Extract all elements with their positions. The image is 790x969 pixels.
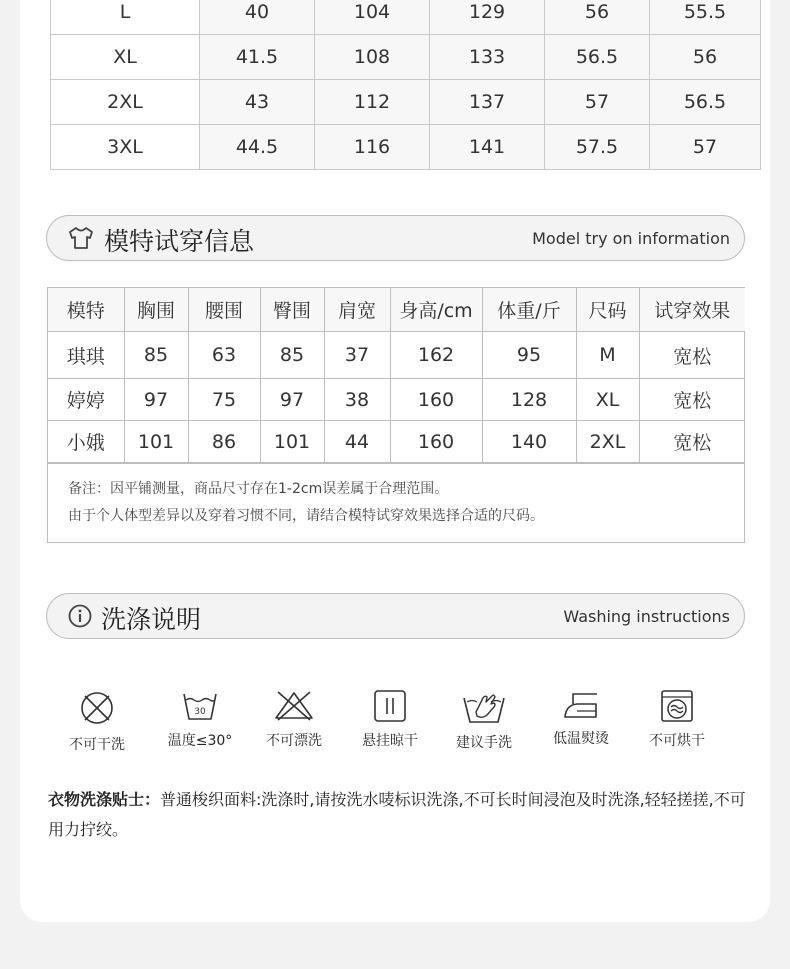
model-cell: 101 [124, 421, 188, 463]
size-cell: 133 [430, 35, 545, 80]
size-cell: 104 [315, 0, 430, 35]
wash-30-icon [180, 688, 220, 724]
model-cell: 95 [482, 332, 576, 379]
model-cell: XL [576, 379, 639, 421]
size-cell: 108 [315, 35, 430, 80]
model-cell: 85 [260, 332, 324, 379]
model-cell: 85 [124, 332, 188, 379]
no-tumble-dry-icon [659, 688, 695, 724]
model-cell: 128 [482, 379, 576, 421]
model-cell: 97 [260, 379, 324, 421]
size-cell: 56 [650, 35, 761, 80]
wash-label: 不可漂洗 [266, 733, 322, 749]
info-icon [67, 603, 95, 629]
size-cell: 57 [650, 125, 761, 170]
table-row [51, 125, 761, 170]
tub-temperature-text: 30 [194, 707, 206, 717]
wash-item-no-dry-clean [52, 688, 142, 754]
low-iron-icon [561, 688, 601, 722]
model-table [48, 288, 745, 463]
model-cell: 宽松 [639, 332, 745, 379]
model-cell: 97 [124, 379, 188, 421]
table-row [51, 35, 761, 80]
model-cell: 44 [324, 421, 390, 463]
table-header-row [48, 288, 745, 332]
model-table-box [47, 287, 745, 543]
table-row [51, 80, 761, 125]
wash-label: 悬挂晾干 [362, 733, 418, 749]
model-cell: 婷婷 [48, 379, 124, 421]
column-header: 尺码 [576, 288, 639, 332]
model-cell: 160 [390, 421, 482, 463]
model-cell: 75 [188, 379, 260, 421]
model-cell: 琪琪 [48, 332, 124, 379]
wash-item-no-tumble-dry [632, 688, 722, 750]
model-cell: 38 [324, 379, 390, 421]
model-section-header [46, 215, 745, 261]
size-cell: 137 [430, 80, 545, 125]
model-cell: M [576, 332, 639, 379]
model-cell: 101 [260, 421, 324, 463]
note-line: 备注：因平铺测量，商品尺寸存在1-2cm误差属于合理范围。 [68, 481, 449, 497]
column-header: 腰围 [188, 288, 260, 332]
wash-label: 温度≤30° [167, 733, 233, 749]
size-cell: 141 [430, 125, 545, 170]
wash-label: 不可烘干 [649, 733, 705, 749]
size-cell: 56.5 [650, 80, 761, 125]
section-title: 模特试穿信息 [104, 227, 255, 256]
wash-label: 不可干洗 [69, 737, 125, 753]
wash-item-low-iron [536, 688, 626, 748]
size-cell: 3XL [51, 125, 200, 170]
hang-dry-icon [372, 688, 408, 724]
column-header: 臀围 [260, 288, 324, 332]
column-header: 模特 [48, 288, 124, 332]
size-cell: 57.5 [545, 125, 650, 170]
table-row [48, 332, 745, 379]
no-dry-clean-icon [77, 688, 117, 728]
size-cell: 41.5 [200, 35, 315, 80]
tshirt-icon [67, 225, 95, 251]
note-line: 由于个人体型差异以及穿着习惯不同，请结合模特试穿效果选择合适的尺码。 [68, 508, 544, 524]
wash-item-no-bleach [249, 688, 339, 750]
wash-label: 低温熨烫 [553, 731, 609, 747]
model-cell: 37 [324, 332, 390, 379]
size-cell: 116 [315, 125, 430, 170]
table-row [48, 379, 745, 421]
size-cell: 56.5 [545, 35, 650, 80]
size-cell: 55.5 [650, 0, 761, 35]
model-cell: 宽松 [639, 421, 745, 463]
tips-title: 衣物洗涤贴士： [48, 790, 161, 809]
washing-tips [48, 785, 758, 845]
column-header: 胸围 [124, 288, 188, 332]
wash-item-hang-dry [345, 688, 435, 750]
size-cell: 40 [200, 0, 315, 35]
size-cell: L [51, 0, 200, 35]
column-header: 体重/斤 [482, 288, 576, 332]
size-cell: 43 [200, 80, 315, 125]
size-cell: 44.5 [200, 125, 315, 170]
wash-label: 建议手洗 [456, 735, 512, 751]
size-table [50, 0, 761, 170]
size-cell: 129 [430, 0, 545, 35]
model-cell: 162 [390, 332, 482, 379]
model-cell: 140 [482, 421, 576, 463]
size-cell: 56 [545, 0, 650, 35]
section-title: 洗涤说明 [101, 605, 202, 634]
wash-item-temperature [155, 688, 245, 750]
section-subtitle: Model try on information [532, 229, 730, 248]
section-subtitle: Washing instructions [563, 607, 730, 626]
model-cell: 86 [188, 421, 260, 463]
size-cell: 112 [315, 80, 430, 125]
no-bleach-icon [272, 688, 316, 724]
table-notes [48, 463, 744, 542]
table-row [48, 421, 745, 463]
model-cell: 宽松 [639, 379, 745, 421]
hand-wash-icon [461, 688, 507, 726]
size-cell: 2XL [51, 80, 200, 125]
model-cell: 63 [188, 332, 260, 379]
size-cell: XL [51, 35, 200, 80]
tips-text: 普通梭织面料:洗涤时,请按洗水唛标识洗涤,不可长时间浸泡及时洗涤,轻轻搓搓,不可用力拧绞。 [48, 790, 746, 839]
wash-section-header [46, 593, 745, 639]
table-row [51, 0, 761, 35]
model-cell: 小娥 [48, 421, 124, 463]
wash-item-hand-wash [439, 688, 529, 752]
column-header: 肩宽 [324, 288, 390, 332]
model-cell: 160 [390, 379, 482, 421]
size-cell: 57 [545, 80, 650, 125]
column-header: 身高/cm [390, 288, 482, 332]
model-cell: 2XL [576, 421, 639, 463]
column-header: 试穿效果 [639, 288, 745, 332]
